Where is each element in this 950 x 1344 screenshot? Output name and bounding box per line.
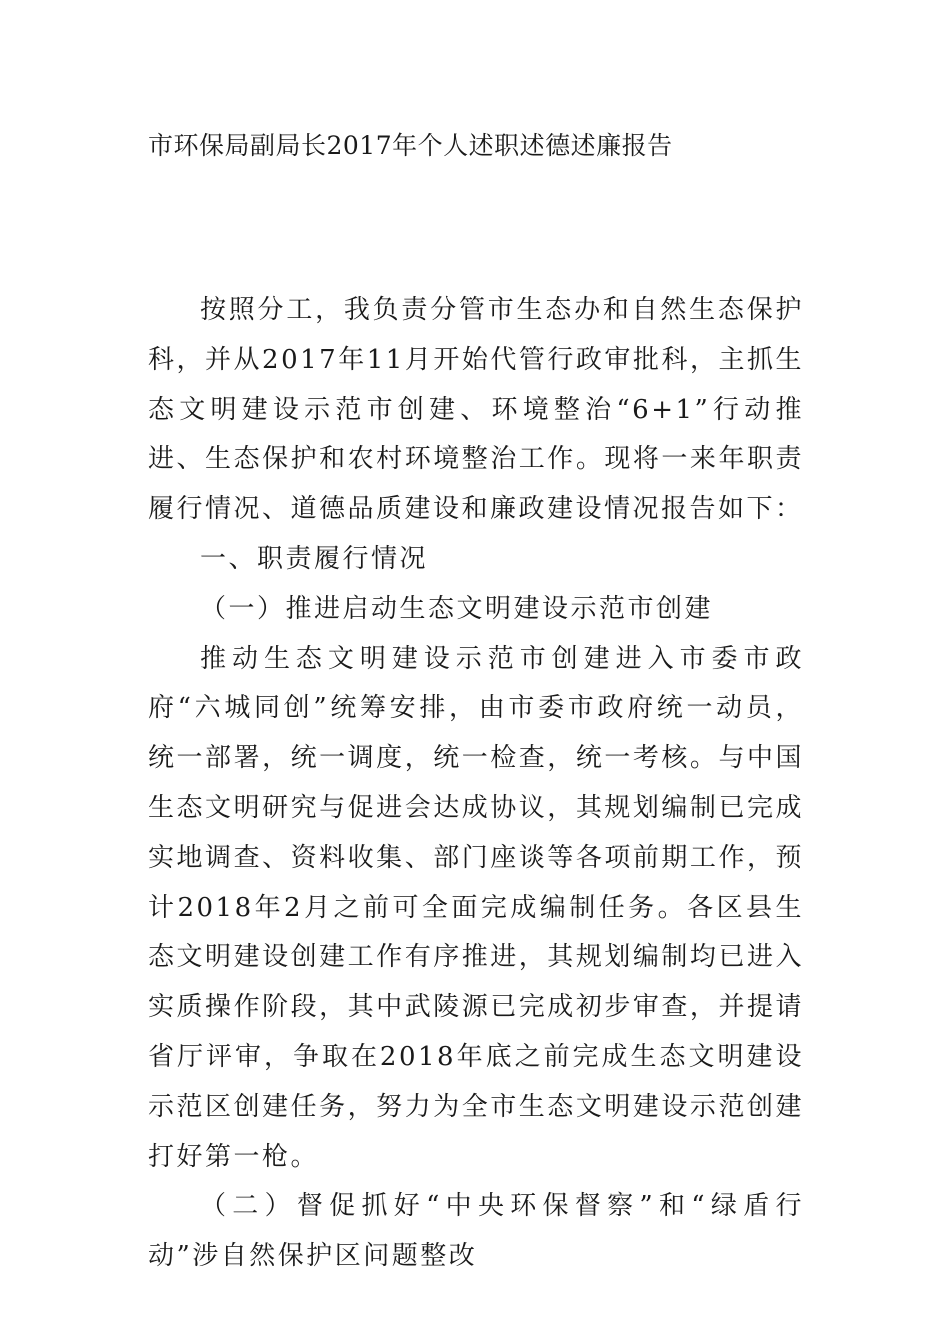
intro-paragraph: 按照分工，我负责分管市生态办和自然生态保护科，并从2017年11月开始代管行政审批科，主抓生态文明建设示范市创建、环境整治“6+1”行动推进、生态保护和农村环境整治工作。现将一来年职责履行情况、道德品质建设和廉政建设情况报告如下： xyxy=(148,295,804,525)
subsection-heading-2: （二）督促抓好“中央环保督察”和“绿盾行动”涉自然保护区问题整改 xyxy=(148,1191,804,1272)
section-heading-1: 一、职责履行情况 xyxy=(200,543,429,574)
body-paragraph-1: 推动生态文明建设示范市创建进入市委市政府“六城同创”统筹安排，由市委市政府统一动员，统一部署，统一调度，统一检查，统一考核。与中国生态文明研究与促进会达成协议，其规划编制已完成实地调查、资料收集、部门座谈等各项前期工作，预计2018年2月之前可全面完成编制任务。各区县生态文明建设创建工作有序推进，其规划编制均已进入实质操作阶段，其中武陵源已完成初步审查，并提请省厅评审，争取在2018年底之前完成生态文明建设示范区创建任务，努力为全市生态文明建设示范创建打好第一枪。 xyxy=(148,643,804,1172)
document-title: 市环保局副局长2017年个人述职述德述廉报告 xyxy=(148,131,673,160)
subsection-heading-1: （一）推进启动生态文明建设示范市创建 xyxy=(200,593,714,624)
document-body xyxy=(148,286,804,1282)
